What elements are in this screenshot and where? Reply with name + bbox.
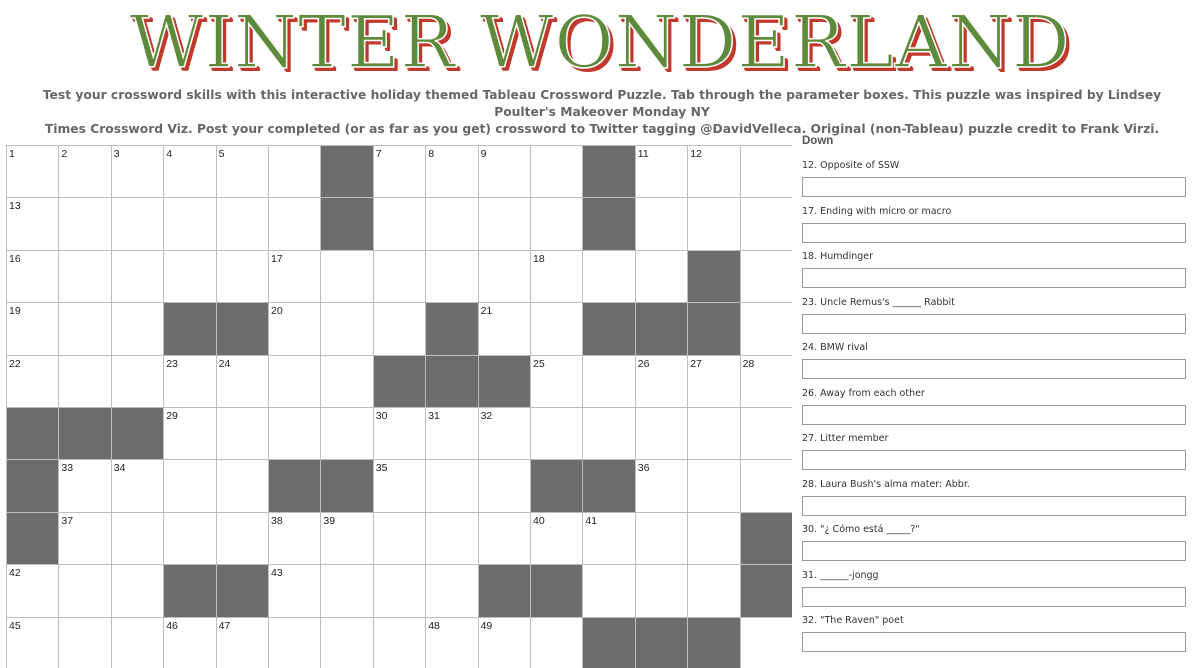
cell-number: 20 xyxy=(271,305,283,318)
intro-line-2: Times Crossword Viz. Post your completed (or as far as you get) crossword to Twitter tagging @DavidVelleca. Original (non-Tableau) puzzle credit to Frank Virzi. xyxy=(44,122,1160,136)
black-square xyxy=(687,617,740,668)
cell-number: 21 xyxy=(480,305,493,318)
crossword-cell[interactable] xyxy=(740,302,792,355)
clue-answer-input[interactable] xyxy=(802,223,1186,243)
black-square xyxy=(530,459,583,512)
black-square xyxy=(425,355,478,408)
cell-number: 4 xyxy=(166,148,173,160)
crossword-cell[interactable] xyxy=(373,145,426,198)
cell-number: 2 xyxy=(61,148,68,160)
crossword-cell[interactable] xyxy=(6,197,59,250)
crossword-cell[interactable] xyxy=(635,512,688,565)
crossword-cell[interactable] xyxy=(530,197,583,250)
crossword-cell[interactable] xyxy=(373,564,426,617)
crossword-cell[interactable] xyxy=(163,197,216,250)
black-square xyxy=(163,302,216,355)
crossword-cell[interactable] xyxy=(58,197,111,250)
cell-number: 29 xyxy=(166,410,178,422)
crossword-cell[interactable] xyxy=(268,302,321,355)
crossword-cell[interactable] xyxy=(635,564,688,617)
clue-item xyxy=(802,202,1188,248)
cell-number: 26 xyxy=(637,357,650,370)
crossword-cell[interactable] xyxy=(216,407,269,460)
crossword-cell[interactable] xyxy=(373,302,426,355)
clue-label: 32. "The Raven" poet xyxy=(802,615,904,626)
crossword-cell[interactable] xyxy=(530,250,583,303)
crossword-cell[interactable] xyxy=(216,617,269,668)
clue-label: 24. BMW rival xyxy=(802,342,868,353)
crossword-cell[interactable] xyxy=(478,197,531,250)
cell-number: 38 xyxy=(271,514,283,527)
black-square xyxy=(582,145,635,198)
black-square xyxy=(320,197,373,250)
crossword-cell[interactable] xyxy=(268,512,321,565)
cell-number: 8 xyxy=(428,148,435,160)
clue-answer-input[interactable] xyxy=(802,359,1186,379)
crossword-cell[interactable] xyxy=(582,250,635,303)
clue-answer-input[interactable] xyxy=(802,541,1186,561)
black-square xyxy=(740,564,792,617)
crossword-cell[interactable] xyxy=(163,617,216,668)
clue-label: 28. Laura Bush's alma mater: Abbr. xyxy=(802,478,970,490)
cell-number: 45 xyxy=(9,619,21,632)
clue-label: 18. Humdinger xyxy=(802,251,874,262)
clue-item xyxy=(802,247,1188,293)
crossword-cell[interactable] xyxy=(163,459,216,512)
crossword-cell[interactable] xyxy=(373,617,426,668)
crossword-cell[interactable] xyxy=(216,512,269,565)
crossword-cell[interactable] xyxy=(320,617,373,668)
crossword-cell[interactable] xyxy=(582,355,635,408)
clue-list xyxy=(802,156,1188,657)
crossword-cell[interactable] xyxy=(425,250,478,303)
clue-item xyxy=(802,520,1188,566)
black-square xyxy=(425,302,478,355)
crossword-cell[interactable] xyxy=(111,355,164,408)
clue-label: 23. Uncle Remus's ______ Rabbit xyxy=(802,296,955,308)
crossword-cell[interactable] xyxy=(58,302,111,355)
cell-number: 30 xyxy=(375,410,388,422)
crossword-cell[interactable] xyxy=(478,617,531,668)
cell-number: 27 xyxy=(690,357,702,370)
cell-number: 25 xyxy=(533,357,545,370)
clue-item xyxy=(802,156,1188,202)
cell-number: 43 xyxy=(271,567,283,580)
crossword-cell[interactable] xyxy=(478,407,531,460)
clue-item xyxy=(802,293,1188,339)
clue-answer-input[interactable] xyxy=(802,314,1186,334)
black-square xyxy=(373,355,426,408)
crossword-cell[interactable] xyxy=(425,564,478,617)
black-square xyxy=(582,617,635,668)
clue-item xyxy=(802,429,1188,475)
cell-number: 5 xyxy=(218,148,225,160)
crossword-cell[interactable] xyxy=(478,512,531,565)
cell-number: 17 xyxy=(271,252,283,265)
clue-answer-input[interactable] xyxy=(802,405,1186,425)
crossword-cell[interactable] xyxy=(6,250,59,303)
cell-number: 49 xyxy=(480,619,493,632)
cell-number: 12 xyxy=(690,148,702,160)
crossword-cell[interactable] xyxy=(425,459,478,512)
cell-number: 40 xyxy=(533,514,545,527)
cell-number: 48 xyxy=(428,619,440,632)
crossword-cell[interactable] xyxy=(478,250,531,303)
black-square xyxy=(687,250,740,303)
cell-number: 36 xyxy=(637,462,650,475)
crossword-cell[interactable] xyxy=(635,459,688,512)
clue-label: 17. Ending with micro or macro xyxy=(802,205,952,217)
cell-number: 24 xyxy=(218,357,231,370)
black-square xyxy=(6,407,59,460)
crossword-cell[interactable] xyxy=(740,617,792,668)
black-square xyxy=(582,302,635,355)
crossword-cell[interactable] xyxy=(425,617,478,668)
black-square xyxy=(320,145,373,198)
cell-number: 33 xyxy=(61,462,74,475)
crossword-grid xyxy=(6,145,792,668)
cell-number: 19 xyxy=(9,305,21,318)
crossword-cell[interactable] xyxy=(740,355,792,408)
crossword-cell[interactable] xyxy=(530,617,583,668)
crossword-cell[interactable] xyxy=(687,564,740,617)
crossword-cell[interactable] xyxy=(268,617,321,668)
black-square xyxy=(163,564,216,617)
cell-number: 22 xyxy=(9,357,21,370)
crossword-cell[interactable] xyxy=(687,145,740,198)
intro-line-1: Test your crossword skills with this interactive holiday themed Tableau Crossword Puzzle. Tab through the parameter boxes. This puzzle was inspired by Lindsey Poulter's Makeover Monday NY xyxy=(42,88,1162,119)
cell-number: 32 xyxy=(480,410,493,422)
crossword-cell[interactable] xyxy=(6,564,59,617)
crossword-cell[interactable] xyxy=(268,564,321,617)
crossword-cell[interactable] xyxy=(530,355,583,408)
cell-number: 46 xyxy=(166,619,178,632)
crossword-cell[interactable] xyxy=(58,617,111,668)
crossword-cell[interactable] xyxy=(530,512,583,565)
crossword-cell[interactable] xyxy=(320,355,373,408)
crossword-cell[interactable] xyxy=(216,355,269,408)
crossword-cell[interactable] xyxy=(687,407,740,460)
clue-answer-input[interactable] xyxy=(802,632,1186,652)
crossword-cell[interactable] xyxy=(635,355,688,408)
black-square xyxy=(530,564,583,617)
clue-answer-input[interactable] xyxy=(802,587,1186,607)
crossword-cell[interactable] xyxy=(58,512,111,565)
clue-answer-input[interactable] xyxy=(802,268,1186,288)
clue-label: 12. Opposite of SSW xyxy=(802,160,900,171)
crossword-cell[interactable] xyxy=(216,145,269,198)
crossword-cell[interactable] xyxy=(111,617,164,668)
cell-number: 11 xyxy=(637,148,649,160)
crossword-cell[interactable] xyxy=(478,145,531,198)
clue-answer-input[interactable] xyxy=(802,496,1186,516)
crossword-cell[interactable] xyxy=(478,302,531,355)
crossword-cell[interactable] xyxy=(163,250,216,303)
crossword-cell[interactable] xyxy=(58,250,111,303)
crossword-cell[interactable] xyxy=(582,512,635,565)
crossword-cell[interactable] xyxy=(6,617,59,668)
crossword-cell[interactable] xyxy=(58,459,111,512)
crossword-cell[interactable] xyxy=(6,355,59,408)
cell-number: 13 xyxy=(9,200,21,213)
crossword-cell[interactable] xyxy=(111,145,164,198)
crossword-cell[interactable] xyxy=(635,407,688,460)
clue-answer-input[interactable] xyxy=(802,450,1186,470)
cell-number: 23 xyxy=(166,357,178,370)
cell-number: 35 xyxy=(375,462,388,475)
crossword-cell[interactable] xyxy=(58,145,111,198)
crossword-cell[interactable] xyxy=(111,250,164,303)
cell-number: 1 xyxy=(9,148,15,160)
crossword-cell[interactable] xyxy=(740,459,792,512)
crossword-cell[interactable] xyxy=(530,407,583,460)
cell-number: 37 xyxy=(61,514,74,527)
crossword-cell[interactable] xyxy=(687,512,740,565)
clue-answer-input[interactable] xyxy=(802,177,1186,197)
crossword-cell[interactable] xyxy=(425,512,478,565)
crossword-cell[interactable] xyxy=(373,407,426,460)
crossword-cell[interactable] xyxy=(530,302,583,355)
crossword-cell[interactable] xyxy=(111,459,164,512)
crossword-cell[interactable] xyxy=(163,512,216,565)
black-square xyxy=(582,459,635,512)
black-square xyxy=(6,512,59,565)
crossword-cell[interactable] xyxy=(687,355,740,408)
black-square xyxy=(216,564,269,617)
black-square xyxy=(478,564,531,617)
crossword-cell[interactable] xyxy=(163,355,216,408)
intro-text xyxy=(12,87,1192,138)
clue-label: 31. ______-jongg xyxy=(802,569,879,581)
cell-number: 28 xyxy=(742,357,755,370)
crossword-cell[interactable] xyxy=(111,512,164,565)
crossword-cell[interactable] xyxy=(216,197,269,250)
crossword-cell[interactable] xyxy=(58,564,111,617)
crossword-cell[interactable] xyxy=(6,145,59,198)
black-square xyxy=(320,459,373,512)
crossword-cell[interactable] xyxy=(320,302,373,355)
crossword-cell[interactable] xyxy=(373,512,426,565)
black-square xyxy=(740,512,792,565)
crossword-cell[interactable] xyxy=(687,197,740,250)
clue-label: 26. Away from each other xyxy=(802,387,925,399)
black-square xyxy=(635,617,688,668)
clues-panel xyxy=(802,132,1188,657)
crossword-cell[interactable] xyxy=(216,459,269,512)
black-square xyxy=(111,407,164,460)
crossword-cell[interactable] xyxy=(58,355,111,408)
crossword-cell[interactable] xyxy=(425,407,478,460)
clue-label: 27. Litter member xyxy=(802,433,889,444)
crossword-cell[interactable] xyxy=(111,564,164,617)
crossword-cell[interactable] xyxy=(582,407,635,460)
clue-item xyxy=(802,338,1188,384)
crossword-cell[interactable] xyxy=(268,355,321,408)
crossword-cell[interactable] xyxy=(425,145,478,198)
crossword-cell[interactable] xyxy=(740,197,792,250)
clue-item xyxy=(802,611,1188,657)
crossword-cell[interactable] xyxy=(268,197,321,250)
black-square xyxy=(58,407,111,460)
crossword-cell[interactable] xyxy=(635,250,688,303)
crossword-cell[interactable] xyxy=(373,459,426,512)
crossword-cell[interactable] xyxy=(216,250,269,303)
cell-number: 31 xyxy=(428,410,440,422)
cell-number: 16 xyxy=(9,252,21,265)
crossword-cell[interactable] xyxy=(635,197,688,250)
crossword-cell[interactable] xyxy=(268,250,321,303)
clue-item xyxy=(802,475,1188,521)
cell-number: 41 xyxy=(585,514,598,527)
crossword-cell[interactable] xyxy=(635,145,688,198)
crossword-cell[interactable] xyxy=(163,407,216,460)
cell-number: 9 xyxy=(480,148,487,160)
page-title: WINTER WONDERLAND xyxy=(129,0,1071,84)
cell-number: 3 xyxy=(113,148,120,160)
crossword-cell[interactable] xyxy=(268,145,321,198)
crossword-cell[interactable] xyxy=(740,145,792,198)
crossword-cell[interactable] xyxy=(687,459,740,512)
cell-number: 18 xyxy=(533,252,545,265)
cell-number: 34 xyxy=(113,462,126,475)
clue-item xyxy=(802,384,1188,430)
crossword-cell[interactable] xyxy=(425,197,478,250)
crossword-cell[interactable] xyxy=(530,145,583,198)
black-square xyxy=(6,459,59,512)
clue-label: 30. "¿ Cómo está _____?" xyxy=(802,524,920,535)
crossword-cell[interactable] xyxy=(268,407,321,460)
crossword-cell[interactable] xyxy=(320,407,373,460)
cell-number: 47 xyxy=(218,619,231,632)
crossword-cell[interactable] xyxy=(6,302,59,355)
crossword-cell[interactable] xyxy=(111,302,164,355)
crossword-cell[interactable] xyxy=(373,250,426,303)
clues-heading-down: Down xyxy=(802,135,834,147)
crossword-cell[interactable] xyxy=(320,512,373,565)
crossword-cell[interactable] xyxy=(111,197,164,250)
clue-item xyxy=(802,566,1188,612)
black-square xyxy=(687,302,740,355)
crossword-cell[interactable] xyxy=(478,459,531,512)
crossword-cell[interactable] xyxy=(163,145,216,198)
black-square xyxy=(582,197,635,250)
black-square xyxy=(268,459,321,512)
cell-number: 39 xyxy=(323,514,336,527)
black-square xyxy=(635,302,688,355)
crossword-cell[interactable] xyxy=(740,407,792,460)
crossword-cell[interactable] xyxy=(320,250,373,303)
cell-number: 7 xyxy=(375,148,382,160)
crossword-cell[interactable] xyxy=(740,250,792,303)
black-square xyxy=(216,302,269,355)
black-square xyxy=(478,355,531,408)
crossword-cell[interactable] xyxy=(582,564,635,617)
crossword-cell[interactable] xyxy=(320,564,373,617)
crossword-cell[interactable] xyxy=(373,197,426,250)
cell-number: 42 xyxy=(9,567,21,580)
